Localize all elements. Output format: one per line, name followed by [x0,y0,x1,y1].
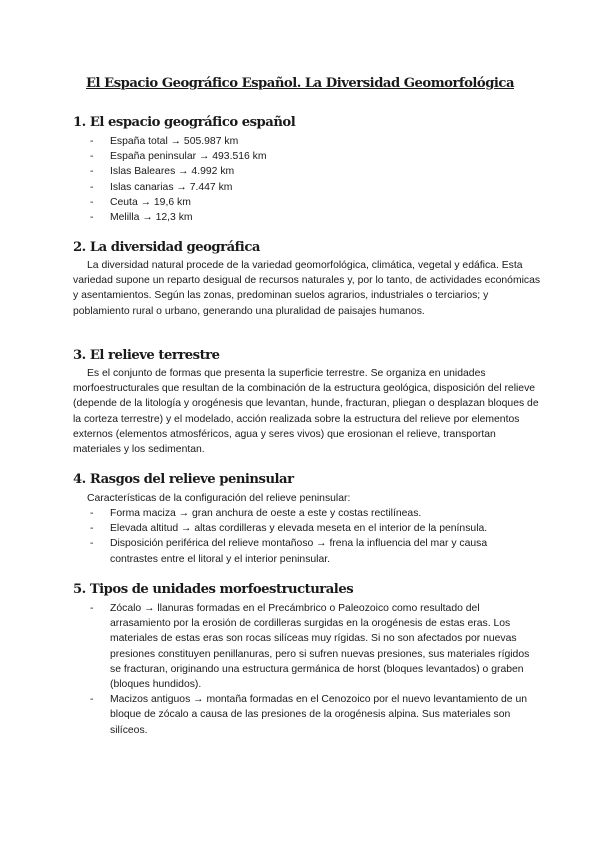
document-title: El Espacio Geográfico Español. La Diversidad Geomorfológica [86,76,514,91]
section-3-paragraph: Es el conjunto de formas que presenta la superficie terrestre. Se organiza en unidades morfoestructurales que resultan de la combinación de la estructura geológica, disposición del relieve (depende de la litología y orogénesis que levantan, hunde, fracturan, pliegan o desplazan bloques de la corteza terrestre) y el modelado, acción realizada sobre la estructura del relieve por elementos externos (elementos atmosféricos, agua y seres vivos) que erosionan el relieve, transportan materiales y los sedimentan. [73,368,539,456]
list-item: - Elevada altitud → altas cordilleras y elevada meseta en el interior de la península. [90,523,488,535]
list-item: - Melilla → 12,3 km [90,212,193,224]
section-2-heading: 2. La diversidad geográfica [73,240,260,255]
list-item: - España peninsular → 493.516 km [90,151,267,163]
list-item: - España total → 505.987 km [90,136,239,147]
section-4-intro: Características de la configuración del relieve peninsular: [87,493,351,504]
list-item: - Disposición periférica del relieve montañoso → frena la influencia del mar y causa contrastes entre el litoral y el interior peninsular. [90,538,488,565]
list-item: - Zócalo → llanuras formadas en el Precámbrico o Paleozoico como resultado del arrasamiento por la erosión de cordilleras surgidas en la orogénesis de estas eras. Los materiales de estas eras son rocas silíceas muy rígidas. Si no son afectados por nuevas presiones constituyen penillanuras, pero si sufren nuevas presiones, sus materiales rígidos se fracturan, originando una estructura germánica de horst (bloques levantados) o graben (bloques hundidos). [90,603,530,691]
list-item: - Ceuta → 19,6 km [90,196,191,208]
list-item: - Macizos antiguos → montaña formadas en el Cenozoico por el nuevo levantamiento de un bloque de zócalo a causa de las presiones de la orogénesis alpina. Sus materiales son silíceos. [90,694,528,736]
list-item: - Islas canarias → 7.447 km [90,181,233,193]
section-1-list [90,134,510,225]
section-1-heading: 1. El espacio geográfico español [73,115,296,130]
section-2-paragraph: La diversidad natural procede de la variedad geomorfológica, climática, vegetal y edáfica. Esta variedad supone un reparto desigual de recursos naturales y, por lo tanto, de actividades económicas y asentamientos. Según las zonas, predominan suelos agrarios, industriales o terciarios; y poblamiento rural o urbano, generando una pluralidad de paisajes humanos. [73,260,541,317]
list-item: - Forma maciza → gran anchura de oeste a este y costas rectilíneas. [90,508,422,519]
list-item: - Islas Baleares → 4.992 km [90,166,235,178]
section-4-heading: 4. Rasgos del relieve peninsular [73,472,294,487]
section-4-list [90,506,530,567]
section-3-heading: 3. El relieve terrestre [73,348,220,363]
section-5-list [90,601,530,738]
section-5-heading: 5. Tipos de unidades morfoestructurales [73,582,354,597]
